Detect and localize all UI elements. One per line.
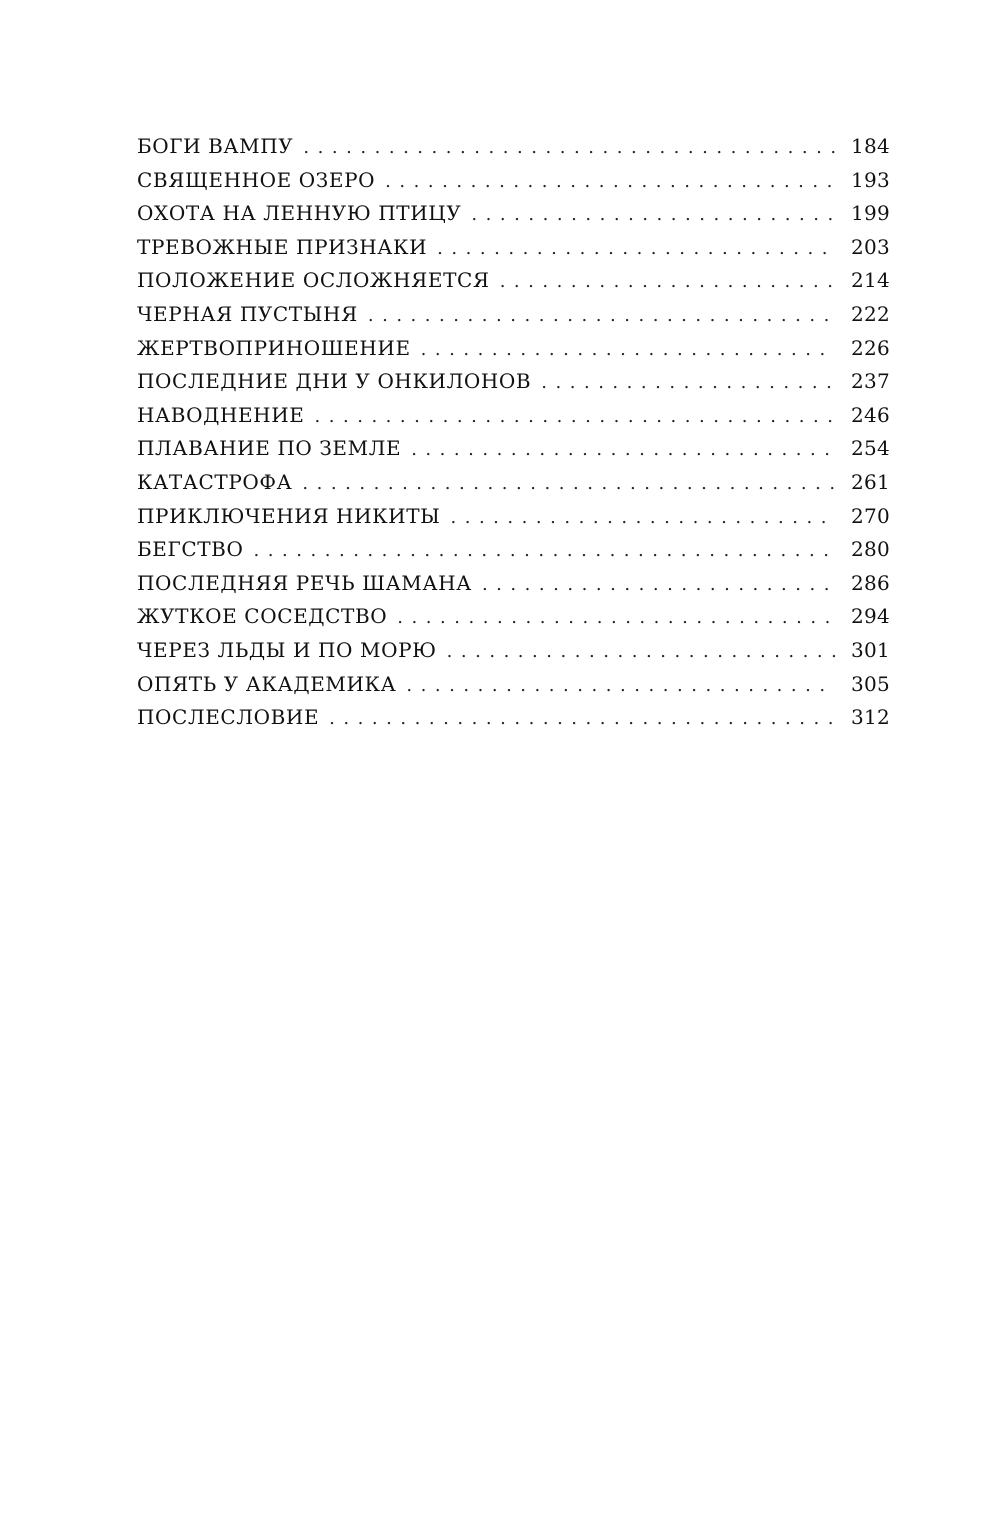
- toc-entry-page: 294: [851, 604, 891, 629]
- toc-dot-leader: [385, 165, 835, 199]
- toc-entry-page: 305: [851, 671, 891, 696]
- toc-dot-leader: [368, 299, 835, 333]
- toc-entry[interactable]: [137, 634, 889, 668]
- toc-dot-leader: [421, 333, 835, 367]
- toc-entry[interactable]: [137, 432, 889, 466]
- toc-dot-leader: [437, 232, 835, 266]
- toc-entry-page: 214: [851, 268, 891, 293]
- toc-entry[interactable]: [137, 533, 889, 567]
- toc-dot-leader: [406, 669, 835, 703]
- toc-entry-title: ТРЕВОЖНЫЕ ПРИЗНАКИ: [137, 234, 428, 259]
- toc-entry-title: ОХОТА НА ЛЕННУЮ ПТИЦУ: [137, 201, 462, 226]
- toc-entry-title: ПОСЛЕСЛОВИЕ: [137, 705, 320, 730]
- toc-entry-title: ОПЯТЬ У АКАДЕМИКА: [137, 671, 397, 696]
- toc-entry-page: 226: [851, 335, 891, 360]
- toc-entry-page: 237: [851, 369, 891, 394]
- toc-entry-title: ЖЕРТВОПРИНОШЕНИЕ: [137, 335, 411, 360]
- toc-entry-page: 270: [851, 503, 891, 528]
- toc-entry-title: СВЯЩЕННОЕ ОЗЕРО: [137, 167, 376, 192]
- toc-dot-leader: [253, 534, 835, 568]
- toc-dot-leader: [397, 601, 835, 635]
- toc-dot-leader: [447, 635, 835, 669]
- toc-entry-page: 312: [851, 705, 891, 730]
- toc-dot-leader: [302, 467, 835, 501]
- toc-entry[interactable]: [137, 701, 889, 735]
- toc-dot-leader: [482, 568, 835, 602]
- toc-entry[interactable]: [137, 600, 889, 634]
- toc-entry-page: 246: [851, 402, 891, 427]
- toc-entry-title: ПОСЛЕДНЯЯ РЕЧЬ ШАМАНА: [137, 570, 472, 595]
- toc-entry[interactable]: [137, 332, 889, 366]
- toc-entry[interactable]: [137, 298, 889, 332]
- toc-dot-leader: [303, 131, 835, 165]
- toc-dot-leader: [411, 433, 835, 467]
- toc-entry-title: БЕГСТВО: [137, 537, 244, 562]
- toc-entry-title: ЖУТКОЕ СОСЕДСТВО: [137, 604, 388, 629]
- toc-entry[interactable]: [137, 399, 889, 433]
- toc-entry[interactable]: [137, 567, 889, 601]
- toc-entry-page: 301: [851, 637, 891, 662]
- toc-entry[interactable]: [137, 264, 889, 298]
- toc-entry-title: ЧЕРЕЗ ЛЬДЫ И ПО МОРЮ: [137, 637, 437, 662]
- toc-dot-leader: [500, 265, 835, 299]
- table-of-contents: [137, 130, 889, 735]
- toc-entry[interactable]: [137, 668, 889, 702]
- toc-entry-page: 261: [851, 469, 891, 494]
- toc-entry-page: 254: [851, 436, 891, 461]
- toc-entry-title: ПОСЛЕДНИЕ ДНИ У ОНКИЛОНОВ: [137, 369, 532, 394]
- toc-entry-page: 199: [851, 201, 891, 226]
- toc-entry[interactable]: [137, 466, 889, 500]
- toc-entry-title: НАВОДНЕНИЕ: [137, 402, 305, 427]
- toc-entry-page: 203: [851, 234, 891, 259]
- toc-dot-leader: [450, 501, 835, 535]
- toc-entry[interactable]: [137, 130, 889, 164]
- toc-dot-leader: [314, 400, 835, 434]
- toc-dot-leader: [471, 198, 835, 232]
- toc-entry[interactable]: [137, 231, 889, 265]
- toc-entry-page: 193: [851, 167, 891, 192]
- toc-dot-leader: [329, 702, 835, 736]
- toc-entry[interactable]: [137, 500, 889, 534]
- toc-entry-page: 184: [851, 134, 891, 158]
- toc-entry-title: ПРИКЛЮЧЕНИЯ НИКИТЫ: [137, 503, 441, 528]
- toc-entry[interactable]: [137, 164, 889, 198]
- toc-entry-title: ПЛАВАНИЕ ПО ЗЕМЛЕ: [137, 436, 402, 461]
- toc-entry[interactable]: [137, 197, 889, 231]
- toc-entry-title: ЧЕРНАЯ ПУСТЫНЯ: [137, 301, 358, 326]
- toc-entry-page: 222: [851, 301, 891, 326]
- toc-entry[interactable]: [137, 365, 889, 399]
- toc-entry-title: КАТАСТРОФА: [137, 469, 293, 494]
- toc-dot-leader: [541, 366, 835, 400]
- toc-entry-title: ПОЛОЖЕНИЕ ОСЛОЖНЯЕТСЯ: [137, 268, 490, 293]
- toc-entry-page: 280: [851, 537, 891, 562]
- toc-entry-page: 286: [851, 570, 891, 595]
- toc-entry-title: БОГИ ВАМПУ: [137, 134, 294, 158]
